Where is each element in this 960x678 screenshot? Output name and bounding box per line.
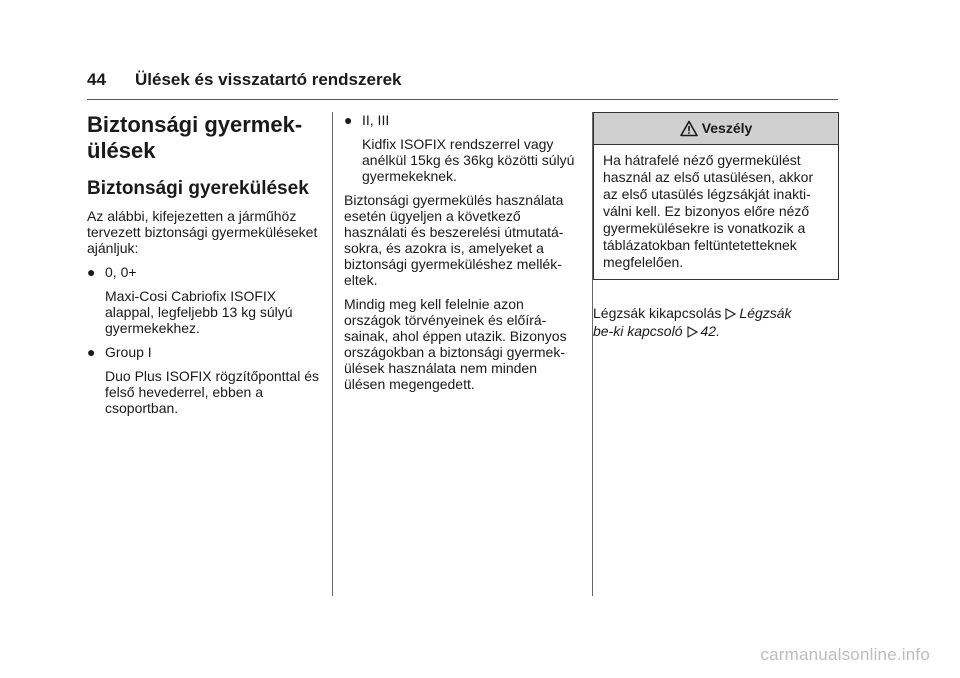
main-heading-line2: ülések (87, 138, 156, 163)
list-item (87, 344, 323, 360)
page-header (87, 70, 838, 90)
section-title: Ülések és visszatartó rendszerek (135, 70, 402, 89)
list-item (87, 264, 323, 280)
list-item-text: Maxi-Cosi Cabriofix ISOFIX alappal, legfeljebb 13 kg súlyú gyermekekhez. (105, 288, 293, 336)
xref-target-line2[interactable]: be-ki kapcsoló (593, 323, 683, 339)
xref-text: Légzsák kikapcsolás (593, 305, 722, 321)
warning-header (594, 113, 838, 145)
bullet-mark: ● (87, 344, 96, 360)
cross-reference (593, 304, 839, 340)
header-rule (87, 99, 838, 100)
bullet-mark: ● (344, 112, 353, 128)
main-heading (87, 112, 323, 164)
list-item-label: 0, 0+ (105, 264, 137, 280)
list-item-text: Kidfix ISOFIX rendszerrel vagy anélkül 15kg és 36kg közötti súlyú gyermekeknek. (362, 136, 575, 184)
column-2 (344, 112, 580, 400)
list-item-label: Group I (105, 344, 152, 360)
reference-triangle-icon (724, 308, 736, 320)
warning-triangle-icon (680, 120, 698, 137)
column-1 (87, 112, 323, 424)
law-paragraph: Mindig meg kell felelnie azon országok törvényeinek és előírásainak, ahol éppen utazik. Bizonyos országokban a biztonsági gyermekülések használata nem minden ülésen megengedett. (344, 296, 567, 392)
reference-triangle-icon (686, 326, 698, 338)
sub-heading: Biztonsági gyerekülések (87, 178, 309, 199)
bullet-mark: ● (87, 264, 96, 280)
intro-paragraph: Az alábbi, kifejezetten a járműhöz tervezett biztonsági gyermeküléseket ajánljuk: (87, 208, 318, 256)
list-item-text: Duo Plus ISOFIX rögzítőponttal és felső hevederrel, ebben a csoportban. (105, 368, 319, 416)
warning-text: Ha hátrafelé néző gyermekülést használ az első utasülésen, akkor az első utasülés légzsákját inaktiválni kell. Ez bizonyos előre néző gyermekülésekre is vonatkozik a táblázatokban feltüntetetteknek megfelelően. (603, 152, 814, 270)
list-item (344, 112, 580, 128)
watermark: carmanualsonline.info (760, 645, 930, 664)
list-item-label: II, III (362, 112, 390, 128)
warning-box (593, 112, 839, 280)
column-divider-1 (332, 112, 333, 596)
usage-paragraph: Biztonsági gyermekülés használata esetén ügyeljen a következő használati és beszerelési útmutatásokra, és azokra is, amelyeket a biztonsági gyermeküléshez mellékeltek. (344, 192, 564, 288)
warning-title: Veszély (701, 120, 753, 136)
column-3 (593, 112, 839, 348)
xref-page[interactable]: 42. (700, 323, 720, 339)
page-number: 44 (87, 70, 106, 89)
xref-target-line1[interactable]: Légzsák (739, 305, 792, 321)
main-heading-line1: Biztonsági gyermek- (87, 112, 303, 137)
